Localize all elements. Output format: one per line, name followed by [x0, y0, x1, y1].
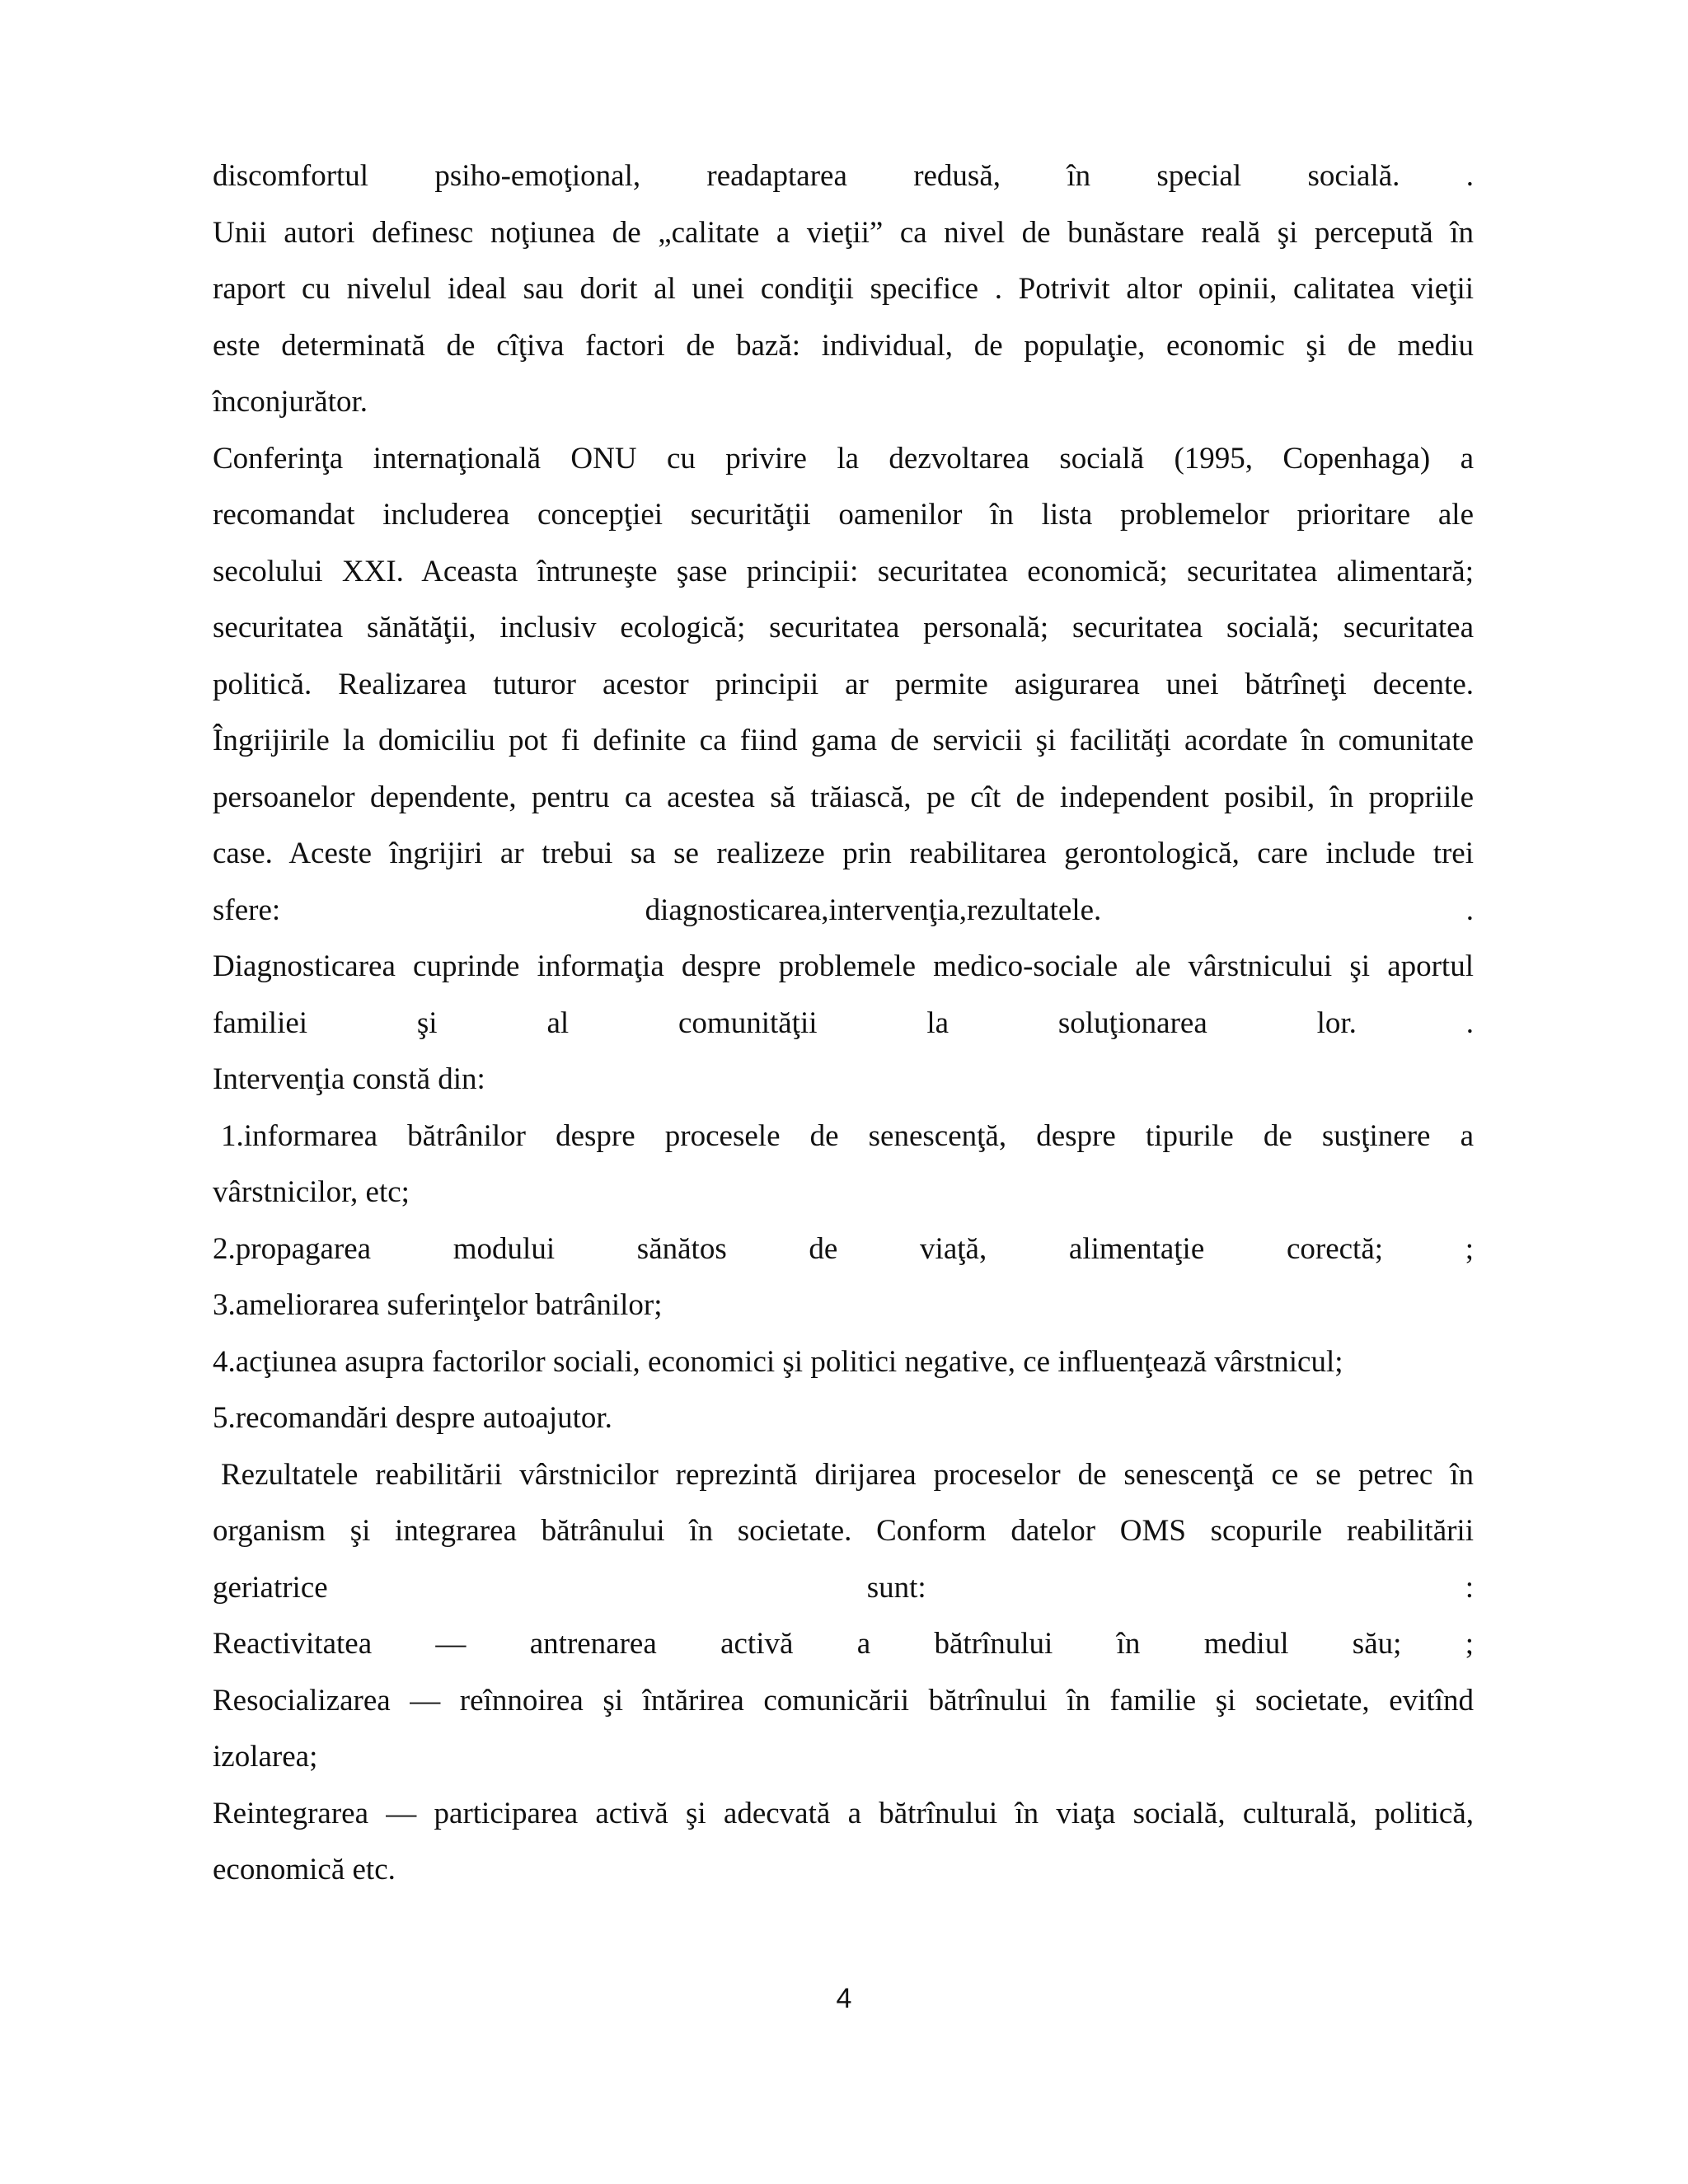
list-item: 1.informarea bătrânilor despre procesele de senescenţă, despre tipurile de susţinere a — [221, 1118, 1474, 1153]
text-line: securitatea sănătăţii, inclusiv ecologică; securitatea personală; securitatea socială; securitatea — [213, 611, 1474, 644]
list-item: 2.propagarea modului sănătos de viaţă, alimentaţie corectă; ; — [213, 1231, 1474, 1266]
text-line: familiei şi al comunităţii la soluţionarea lor. . — [213, 1005, 1474, 1040]
text-line: secolului XXI. Aceasta întruneşte şase principii: securitatea economică; securitatea alimentară; — [213, 554, 1474, 588]
text-line: Îngrijirile la domiciliu pot fi definite ca fiind gama de servicii şi facilităţi acordate în comunitate — [213, 724, 1474, 757]
text-line: Rezultatele reabilitării vârstnicilor reprezintă dirijarea proceselor de senescenţă ce se petrec în — [221, 1457, 1474, 1492]
text-line: izolarea; — [213, 1740, 318, 1774]
text-line: recomandat includerea concepţiei securităţii oamenilor în lista problemelor prioritare ale — [213, 498, 1474, 532]
text-line: politică. Realizarea tuturor acestor principii ar permite asigurarea unei bătrîneţi decente. — [213, 667, 1474, 701]
text-line: vârstnicilor, etc; — [213, 1175, 410, 1209]
list-item: 5.recomandări despre autoajutor. — [213, 1401, 612, 1435]
text-line: Unii autori definesc noţiunea de „calitate a vieţii” ca nivel de bunăstare reală şi percepută în — [213, 215, 1474, 250]
body-text — [213, 148, 1474, 1899]
text-line: înconjurător. — [213, 385, 368, 419]
text-line: persoanelor dependente, pentru ca acestea să trăiască, pe cît de independent posibil, în propriile — [213, 780, 1474, 814]
page-number: 4 — [836, 1983, 852, 2014]
text-line: Resocializarea — reînnoirea şi întărirea comunicării bătrînului în familie şi societate, evitînd — [213, 1683, 1474, 1718]
list-item: 3.ameliorarea suferinţelor batrânilor; — [213, 1288, 663, 1322]
text-line: raport cu nivelul ideal sau dorit al unei condiţii specifice . Potrivit altor opinii, calitatea vieţii — [213, 272, 1474, 306]
text-line: discomfortul psiho-emoţional, readaptarea redusă, în special socială. . — [213, 159, 1474, 193]
text-line: Intervenţia constă din: — [213, 1062, 485, 1096]
text-line: economică etc. — [213, 1853, 396, 1886]
text-line: Conferinţa internaţională ONU cu privire la dezvoltarea socială (1995, Copenhaga) a — [213, 441, 1474, 476]
text-line: Reintegrarea — participarea activă şi adecvată a bătrînului în viaţa socială, culturală, politică, — [213, 1796, 1474, 1830]
text-line: case. Aceste îngrijiri ar trebui sa se realizeze prin reabilitarea gerontologică, care include trei — [213, 837, 1474, 870]
text-line: este determinată de cîţiva factori de bază: individual, de populaţie, economic şi de mediu — [213, 328, 1474, 363]
text-line: geriatrice sunt: : — [213, 1570, 1474, 1605]
list-item: 4.acţiunea asupra factorilor sociali, economici şi politici negative, ce influenţează vârstnicul; — [213, 1344, 1343, 1379]
text-line: Reactivitatea — antrenarea activă a bătrînului în mediul său; ; — [213, 1627, 1474, 1661]
text-line: sfere: diagnosticarea,intervenţia,rezultatele. . — [213, 893, 1474, 927]
text-line: organism şi integrarea bătrânului în societate. Conform datelor OMS scopurile reabilitării — [213, 1514, 1474, 1548]
text-line: Diagnosticarea cuprinde informaţia despre problemele medico-sociale ale vârstnicului şi aportul — [213, 949, 1474, 983]
